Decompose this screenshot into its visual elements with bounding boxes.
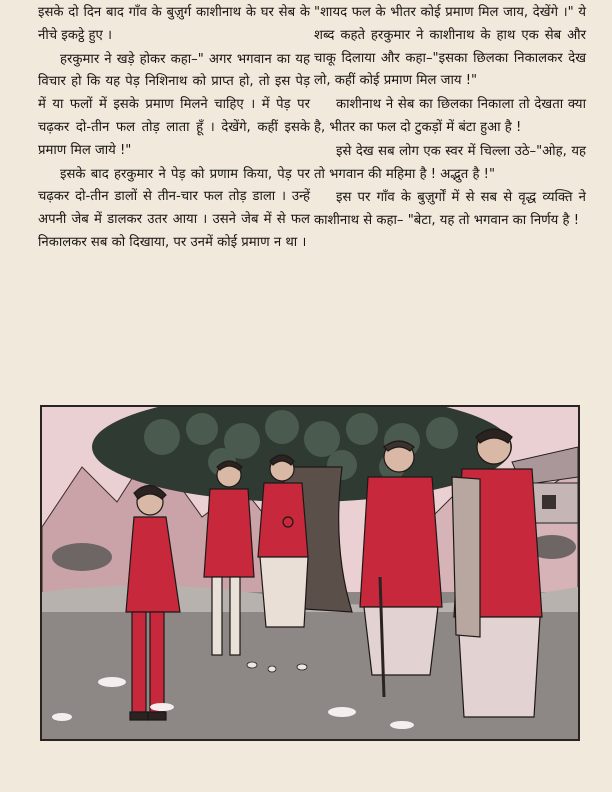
paragraph: काशीनाथ ने सेब का छिलका निकाला तो देखता क्या है, भीतर का फल दो टुकड़ों में बंटा हुआ है ! — [314, 97, 586, 135]
paragraph: इस पर गाँव के बुज़ुर्गों में से सब से वृद्ध व्यक्ति ने काशीनाथ से कहा– "बेटा, यह तो भगवान का निर्णय है ! — [314, 190, 586, 229]
paragraph: इसके बाद हरकुमार ने पेड़ को प्रणाम किया, पेड़ पर चढ़कर दो-तीन डालों से तीन-चार फल तोड़ डाला । उन्हें अपनी जेब में डालकर उतर आया । उसने जेब में से फल निकालकर सब को दिखाया, पर उनमें कोई प्रमाण न था । — [38, 166, 310, 250]
left-text-column — [38, 2, 310, 256]
paragraph: हरकुमार ने खड़े होकर कहा–" अगर भगवान का यह विचार हो कि यह पेड़ निशिनाथ को प्राप्त हो, तो इस पेड़ में या फलों में इसके प्रमाण मिलने चाहिए । में पेड़ पर चढ़कर दो-तीन फल तोड़ लाता हूँ । देखेंगे, कहीं इसके प्रमाण मिल जाये !" — [38, 51, 310, 158]
story-illustration — [40, 405, 580, 741]
paragraph: "शायद फल के भीतर कोई प्रमाण मिल जाय, देखेंगे ।" ये शब्द कहते हरकुमार ने काशीनाथ के हाथ एक सेब और चाकू दिलाया और कहा–"इसका छिलका निकालकर देख लो, कहीं कोई प्रमाण मिल जाय !" — [314, 5, 586, 89]
paragraph: इसके दो दिन बाद गाँव के बुज़ुर्ग काशीनाथ के घर सेब के नीचे इकट्ठे हुए । — [38, 5, 310, 43]
right-text-column — [314, 2, 586, 234]
paragraph: इसे देख सब लोग एक स्वर में चिल्ला उठे–"ओह, यह तो भगवान की महिमा है ! अद्भुत है !" — [314, 143, 586, 182]
village-elders-scene — [42, 407, 578, 739]
